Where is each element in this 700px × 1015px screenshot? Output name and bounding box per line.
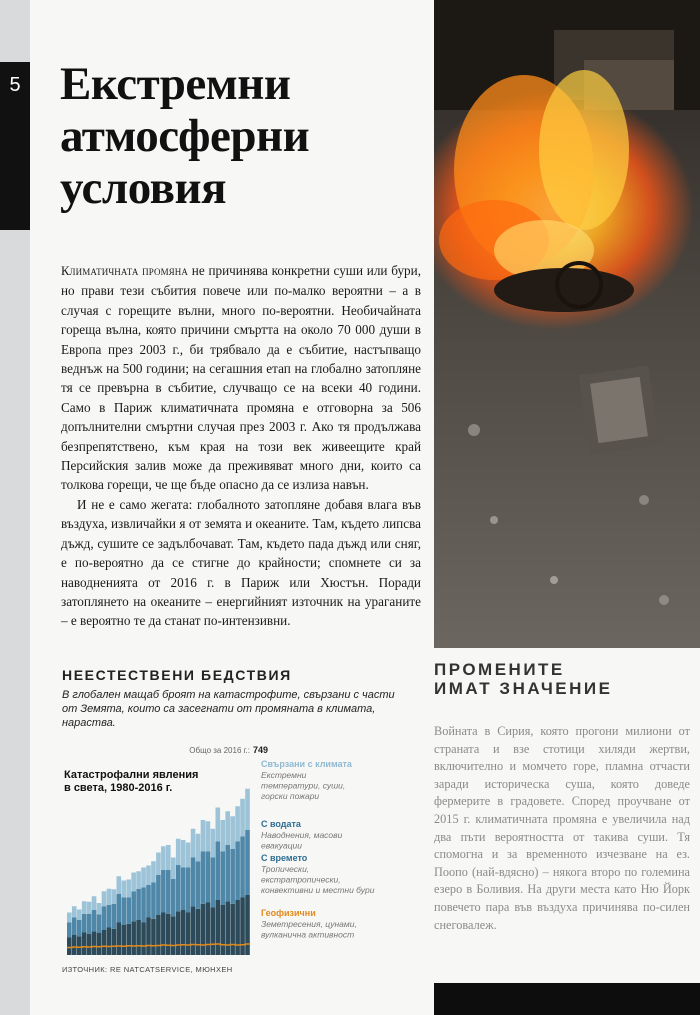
legend-name: С водата: [261, 819, 301, 829]
bar-1992-2: [126, 898, 131, 924]
burning-debris-photo-icon: [434, 0, 700, 648]
bar-1981-1: [72, 935, 77, 955]
bar-2009-3: [211, 829, 216, 858]
bar-1994-3: [136, 871, 141, 889]
chart-title: [64, 769, 202, 794]
bar-2002-3: [176, 839, 181, 865]
body-paragraph: И не е само жегата: глобалното затопляне добавя влага във въздуха, извличайки я от земята и океаните. Там, където липсва дъжд, сушите се задълбочават. Там, където пада дъжд или сняг, е по-вероятно да се стигне до крайности; спомнете си за наводненията от 2016 г. в Париж или Хюстън. Поради затоплянето на океаните – енергийният източник на ураганите – е вероятно те да станат по-интензивни.: [61, 496, 421, 629]
bar-1988-3: [107, 889, 112, 905]
bar-1991-2: [121, 898, 126, 926]
bar-2010-1: [216, 900, 221, 955]
bar-1992-3: [126, 880, 131, 898]
bar-1996-2: [146, 885, 151, 918]
title-line: атмосферни: [60, 110, 310, 162]
bar-1999-2: [161, 870, 166, 913]
source-note: ИЗТОЧНИК: RE NATCATSERVICE, МЮНХЕН: [62, 965, 233, 974]
bar-1993-2: [131, 891, 136, 921]
sidebar-title-line: ПРОМЕНИТЕ: [434, 660, 565, 679]
bar-1982-1: [77, 936, 82, 955]
bar-1995-2: [141, 888, 146, 923]
bar-1980-2: [67, 923, 72, 938]
bar-1989-1: [112, 929, 117, 955]
bar-2016-2: [245, 830, 250, 895]
bar-2006-2: [196, 861, 201, 909]
bar-1980-1: [67, 938, 72, 956]
bar-1991-3: [121, 881, 126, 898]
chart-title-line: Катастрофални явления: [64, 769, 199, 781]
title-line: Екстремни: [60, 58, 291, 110]
body-paragraph: [61, 261, 421, 495]
bar-1985-2: [92, 910, 97, 931]
bar-2012-1: [225, 901, 230, 955]
legend: [261, 759, 375, 940]
legend-description: Екстремни температури, суши, горски пожари: [261, 770, 346, 801]
bar-1987-2: [102, 906, 107, 930]
bar-1993-1: [131, 921, 136, 955]
bar-1996-3: [146, 866, 151, 886]
sidebar: [434, 648, 700, 1015]
bar-2015-3: [240, 799, 245, 837]
bar-1984-3: [87, 902, 92, 914]
fire-photo: [434, 0, 700, 648]
chart-title-line: в света, 1980-2016 г.: [64, 782, 173, 794]
bar-1984-2: [87, 914, 92, 934]
bar-2000-3: [166, 845, 171, 870]
bar-1990-2: [117, 894, 122, 923]
bar-2002-2: [176, 865, 181, 911]
bar-1985-1: [92, 931, 97, 955]
bar-2013-2: [230, 849, 235, 904]
disasters-chart: [62, 740, 407, 962]
bars-group: [67, 789, 250, 955]
bar-1997-3: [151, 861, 156, 882]
bottom-bar: [434, 983, 700, 1015]
bar-1981-2: [72, 918, 77, 936]
legend-name: Геофизични: [261, 908, 316, 918]
bar-1990-1: [117, 923, 122, 956]
bar-2004-3: [186, 843, 191, 868]
bar-2007-1: [201, 904, 206, 955]
bar-2009-1: [211, 908, 216, 956]
article-body: [61, 261, 421, 631]
bar-1994-2: [136, 889, 141, 920]
bar-1991-1: [121, 925, 126, 955]
bar-2011-2: [220, 851, 225, 905]
bar-2000-2: [166, 870, 171, 914]
bar-1980-3: [67, 913, 72, 923]
bar-2007-3: [201, 820, 206, 851]
bar-1995-3: [141, 868, 146, 888]
bar-1983-2: [82, 914, 87, 933]
bar-1989-3: [112, 889, 117, 904]
bar-1999-1: [161, 913, 166, 956]
bar-1988-1: [107, 928, 112, 956]
bar-2000-1: [166, 914, 171, 955]
bar-1982-2: [77, 920, 82, 936]
bar-2003-1: [181, 910, 186, 955]
bar-2005-2: [191, 858, 196, 907]
bar-2014-1: [235, 900, 240, 955]
bar-2015-2: [240, 836, 245, 897]
sidebar-text: Войната в Сирия, която прогони милиони от страната и взе стотици хиляди жертви, включително и момчето горе, пламна отчасти заради историческа суша, която доведе фермерите в градовете. Според проучване от 2015 г. климатичната промяна е увеличила над два пъти вероятността от такива суши. Тя спомогна и за временното изчезване на ез. Поопо (най-вдясно) – някога второ по големина езеро в Боливия. На други места като Ню Йорк повечето пара във въздуха причинява по-силен снеговалеж.: [434, 724, 690, 932]
page-number: 5: [9, 74, 21, 96]
bar-2016-1: [245, 895, 250, 955]
bar-2010-2: [216, 841, 221, 900]
bar-2013-1: [230, 904, 235, 955]
bar-2001-3: [171, 858, 176, 879]
legend-name: Свързани с климата: [261, 759, 352, 769]
bar-1986-3: [97, 903, 102, 914]
bar-2002-1: [176, 911, 181, 955]
bar-2009-2: [211, 858, 216, 908]
bar-2014-2: [235, 841, 240, 900]
bar-1985-3: [92, 896, 97, 910]
bar-2011-3: [220, 820, 225, 851]
bar-2001-1: [171, 916, 176, 955]
total-value: 749: [253, 745, 269, 755]
bar-1983-3: [82, 901, 87, 914]
bar-1995-1: [141, 923, 146, 956]
left-page-strip: [0, 0, 30, 1015]
bar-2001-2: [171, 879, 176, 917]
bar-1987-1: [102, 930, 107, 955]
bar-1983-1: [82, 933, 87, 956]
bar-1999-3: [161, 846, 166, 870]
bar-1986-2: [97, 914, 102, 933]
bar-1990-3: [117, 876, 122, 894]
legend-description: Земетресения, цунами, вулканична активност: [261, 919, 357, 940]
bar-2012-3: [225, 811, 230, 845]
bar-2015-1: [240, 898, 245, 956]
bar-2005-3: [191, 829, 196, 858]
lead-in: Климатичната промяна: [61, 264, 188, 278]
bar-1987-3: [102, 891, 107, 906]
bar-1998-2: [156, 875, 161, 915]
bar-1986-1: [97, 933, 102, 955]
bar-2012-2: [225, 845, 230, 901]
article-title: [60, 58, 309, 214]
bar-2008-3: [206, 821, 211, 851]
paragraph-text: не причинява конкретни суши или бури, но прави тези събития повече или по-малко вероятни – а в случая с горещите вълни, много по-вероятни. Необичайната гореща вълна, която причини смъртта на около 70 000 души в Европа през 2003 г., би трябвало да е събитие, настъпващо веднъж на 500 години; на сегашния етап на глобално затопляне тя се превърна в събитие, случващо се на всеки 40 години. Само в Париж климатичната промяна е отговорна за 506 допълнителни смъртни случая през 2003 г. Ако тя продължава безпрепятствено, към края на този век живеещите край Персийския залив може да преживяват много дни, които са толкова горещи, че ще бъде опасно да се излиза навън.: [61, 263, 422, 493]
sidebar-title: [434, 660, 612, 698]
legend-description: Тропически, екстратропически, конвективни и местни бури: [261, 864, 375, 895]
bar-1992-1: [126, 924, 131, 955]
bar-2008-2: [206, 851, 211, 902]
bar-2003-3: [181, 840, 186, 868]
bar-1997-2: [151, 883, 156, 919]
bar-1982-3: [77, 910, 82, 921]
bar-2006-3: [196, 834, 201, 862]
sidebar-title-line: ИМАТ ЗНАЧЕНИЕ: [434, 679, 613, 698]
bar-1998-3: [156, 853, 161, 876]
bar-2007-2: [201, 851, 206, 904]
bar-1993-3: [131, 873, 136, 892]
bar-2003-2: [181, 868, 186, 911]
bar-2010-3: [216, 808, 221, 842]
bar-2016-3: [245, 789, 250, 830]
bar-2005-1: [191, 906, 196, 955]
bar-2008-1: [206, 903, 211, 956]
legend-description: Наводнения, масови евакуации: [261, 830, 343, 851]
bar-2004-1: [186, 913, 191, 956]
bar-1997-1: [151, 919, 156, 955]
bar-1984-1: [87, 934, 92, 955]
infographic-heading: НЕЕСТЕСТВЕНИ БЕДСТВИЯ: [62, 667, 292, 683]
bar-1988-2: [107, 905, 112, 928]
bar-1981-3: [72, 906, 77, 917]
bar-1994-1: [136, 920, 141, 955]
bar-1998-1: [156, 915, 161, 955]
bar-2006-1: [196, 909, 201, 955]
bar-2011-1: [220, 905, 225, 955]
legend-name: С времето: [261, 853, 308, 863]
infographic-subheading: В глобален мащаб броят на катастрофите, свързани с части от Земята, които са засегнати от промяната в климата, нараства.: [62, 689, 395, 730]
bar-1989-2: [112, 904, 117, 929]
bar-2014-3: [235, 806, 240, 841]
title-line: условия: [60, 162, 227, 214]
total-label: Общо за 2016 г.:: [189, 746, 250, 755]
bar-2004-2: [186, 868, 191, 913]
bar-1996-1: [146, 918, 151, 956]
bar-2013-3: [230, 816, 235, 849]
